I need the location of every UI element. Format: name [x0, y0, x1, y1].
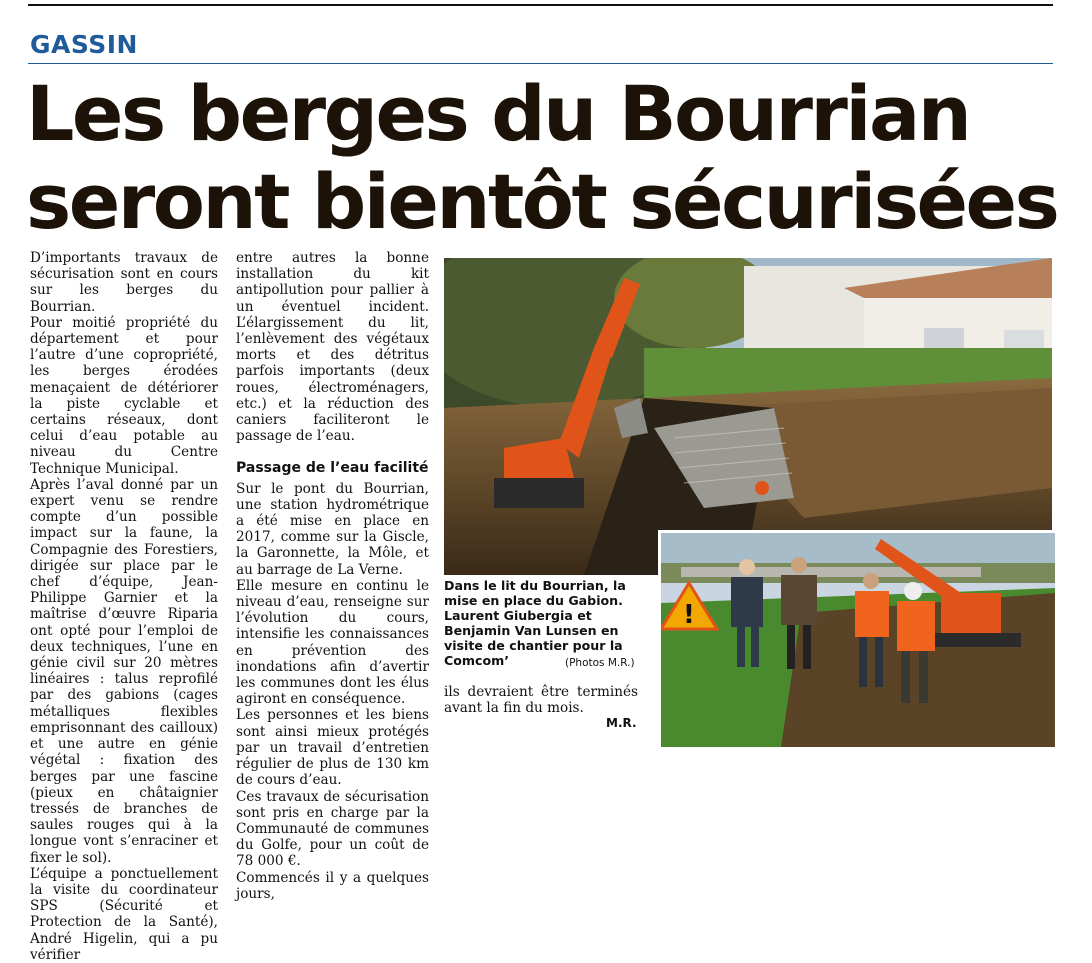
article-column-2 [236, 250, 429, 902]
paragraph: L’équipe a ponctuellement la visite du coordinateur SPS (Sécurité et Protection de la Santé), André Higelin, qui a pu vérifier [30, 865, 218, 963]
svg-text:!: ! [683, 600, 695, 630]
section-subhead: Passage de l’eau facilité [236, 460, 429, 477]
headline [26, 70, 1066, 246]
paragraph: Après l’aval donné par un expert venu se rendre compte d’un possible impact sur la faune, la Compagnie des Forestiers, dirigée sur place par le chef d’équipe, Jean-Philippe Garnier et la maîtrise d’œuvre Riparia ont opté pour l’emploi de deux techniques, l’une en génie civil sur 20 mètres linéaires : talus reprofilé par des gabions (cages métalliques flexibles emprisonnant des cailloux) et une autre en génie végétal : fixation des berges par une fascine (pieux en châtaignier tressés de branches de saules rouges qui à la longue vont s’enraciner et fixer le sol). [30, 476, 218, 866]
rubric-rule [28, 63, 1053, 64]
paragraph: Sur le pont du Bourrian, une station hydrométrique a été mise en place en 2017, comme sur la Giscle, la Garonnette, la Môle, et au barrage de La Verne. [236, 480, 429, 578]
paragraph: Commencés il y a quelques jours, [236, 869, 429, 902]
paragraph: D’importants travaux de sécurisation sont en cours sur les berges du Bourrian. [30, 250, 218, 315]
top-rule [28, 4, 1053, 6]
paragraph: Les personnes et les biens sont ainsi mieux protégés par un travail d’entretien régulier de plus de 130 km de cours d’eau. [236, 707, 429, 789]
article-column-1 [30, 250, 218, 963]
photo-site-visit [658, 530, 1058, 750]
paragraph: Pour moitié propriété du département et pour l’autre d’une copropriété, les berges érodées menaçaient de détériorer la piste cyclable et certains réseaux, dont celui d’eau potable au niveau du Centre Technique Municipal. [30, 314, 218, 477]
photo-caption: Dans le lit du Bourrian, la mise en place du Gabion. Laurent Giubergia et Benjamin Van Lunsen en visite de chantier pour la Comcom’ [444, 578, 626, 668]
rubric-label: GASSIN [30, 30, 138, 59]
headline-line-1: Les berges du Bourrian [26, 69, 970, 158]
photo-construction-site [444, 258, 1052, 575]
headline-line-2: seront bientôt sécurisées [26, 157, 1058, 246]
author-signature: M.R. [606, 716, 637, 730]
paragraph: entre autres la bonne installation du kit antipollution pour pallier à un éventuel incident. L’élargissement du lit, l’enlèvement des végétaux morts et des détritus parfois importants (deux roues, électroménagers, etc.) et la réduction des caniers faciliteront le passage de l’eau. [236, 250, 429, 445]
article-ending: ils devraient être terminés avant la fin du mois. [444, 684, 638, 717]
photo-credit: (Photos M.R.) [565, 657, 635, 669]
paragraph: Elle mesure en continu le niveau d’eau, renseigne sur l’évolution du cours, intensifie les connaissances en prévention des inondations afin d’avertir les communes dont les élus agiront en conséquence. [236, 577, 429, 708]
paragraph: Ces travaux de sécurisation sont pris en charge par la Communauté de communes du Golfe, pour un coût de 78 000 €. [236, 788, 429, 870]
